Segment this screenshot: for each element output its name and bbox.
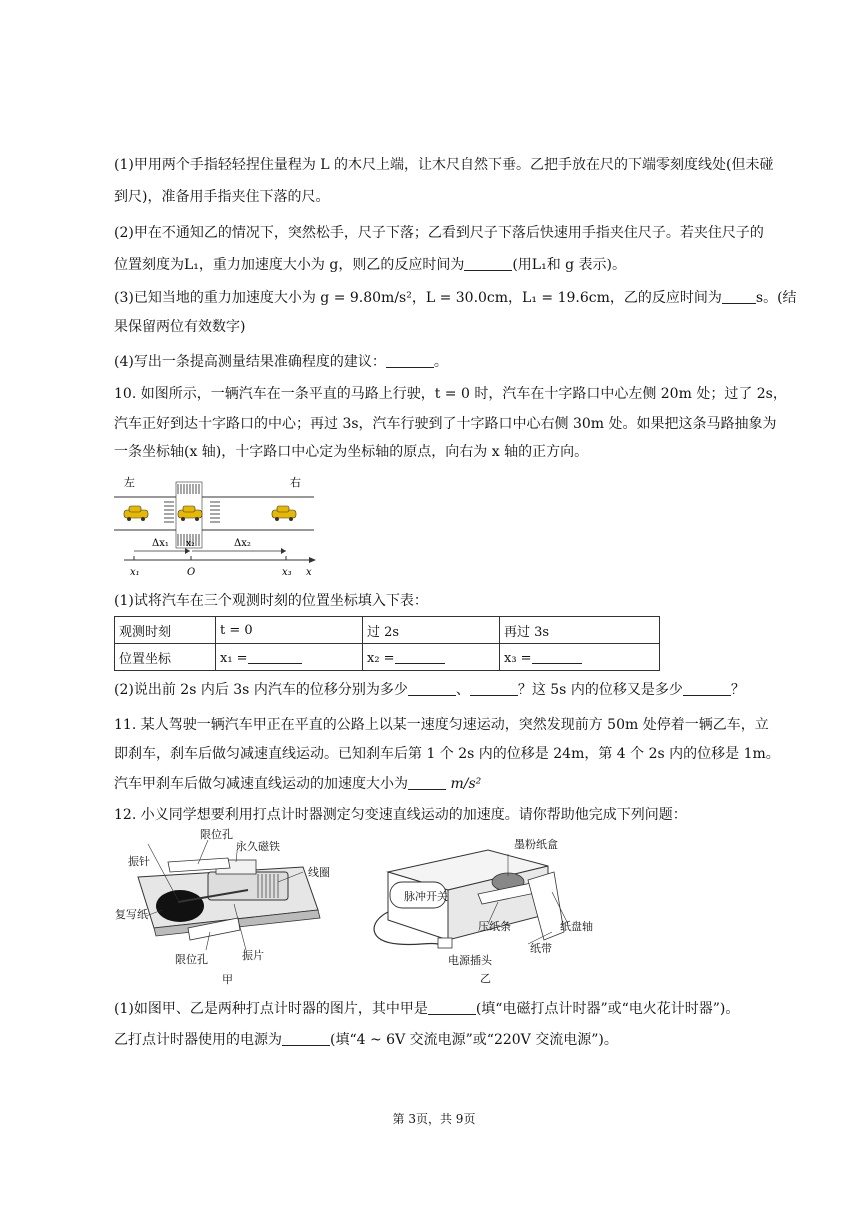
- table-row: [115, 617, 660, 644]
- carbon-paper-disk: [156, 890, 204, 922]
- answer-blank[interactable]: [395, 649, 445, 664]
- q9-part2-text-pre: 位置刻度为L₁，重力加速度大小为 g，则乙的反应时间为: [114, 257, 465, 273]
- x1-label: x₁: [130, 567, 140, 578]
- label-vibrator: 振片: [242, 949, 264, 962]
- q11-line1: 11. 某人驾驶一辆汽车甲正在平直的公路上以某一速度匀速运动，突然发现前方 50m 处停着一辆乙车，立: [114, 717, 769, 733]
- table-cell[interactable]: [216, 644, 363, 671]
- q10-part2-sep: 、: [455, 682, 470, 698]
- q10-line3: 一条坐标轴(x 轴)，十字路口中心定为坐标轴的原点，向右为 x 轴的正方向。: [114, 444, 589, 460]
- q12-part1-line2: [114, 1030, 754, 1050]
- page-footer: 第 3页，共 9页: [392, 1112, 476, 1126]
- q10-line2: 汽车正好到达十字路口的中心；再过 3s，汽车行驶到了十字路口中心右侧 30m 处。如果把这条马路抽象为: [114, 416, 777, 432]
- q9-part1-line2: 到尺)，准备用手指夹住下落的尺。: [114, 189, 330, 205]
- answer-blank[interactable]: [408, 775, 446, 790]
- q11-line3: [114, 774, 754, 794]
- q9-part3-line2: 果保留两位有效数字): [114, 319, 246, 335]
- label-hole-top: 限位孔: [200, 828, 233, 841]
- power-plug: [438, 938, 452, 948]
- x-axis-arrowhead: [309, 557, 316, 563]
- q12-line2-text-pre: 乙打点计时器使用的电源为: [114, 1032, 282, 1048]
- q11-unit: m/s²: [450, 776, 482, 792]
- q9-part2-text-post: (用L₁和 g 表示)。: [512, 257, 627, 273]
- q9-part2-line2: [114, 255, 754, 275]
- answer-blank[interactable]: [683, 681, 731, 696]
- answer-blank[interactable]: [408, 681, 456, 696]
- x2-cell-label: x₂ =: [367, 650, 395, 666]
- dx1-label: Δx₁: [152, 538, 169, 549]
- label-carbon-paper: 复写纸: [115, 908, 148, 921]
- q10-line1: 10. 如图所示，一辆汽车在一条平直的马路上行驶，t = 0 时，汽车在十字路口中心左侧 20m 处；过了 2s，: [114, 386, 787, 402]
- x1-cell-label: x₁ =: [220, 650, 248, 666]
- answer-blank[interactable]: [470, 681, 518, 696]
- table-cell: 观测时刻: [115, 617, 216, 644]
- label-tape: 纸带: [530, 942, 552, 955]
- dx2-label: Δx₂: [234, 538, 251, 549]
- answer-blank[interactable]: [386, 353, 434, 368]
- observation-table: [114, 616, 660, 671]
- q9-part4-text-post: 。: [433, 354, 448, 370]
- answer-blank[interactable]: [428, 1000, 476, 1015]
- q10-part2: [114, 680, 754, 700]
- q9-part3-text-post: s。(结: [755, 290, 797, 306]
- q9-part2-line1: (2)甲在不通知乙的情况下，突然松手，尺子下落；乙看到尺子下落后快速用手指夹住尺子。若夹住尺子的: [114, 225, 764, 241]
- table-cell[interactable]: [500, 644, 660, 671]
- label-ink-box: 墨粉纸盒: [514, 838, 558, 851]
- q12-text-pre: (1)如图甲、乙是两种打点计时器的图片，其中甲是: [114, 1001, 428, 1017]
- q9-part1-line1: (1)甲用两个手指轻轻捏住量程为 L 的木尺上端，让木尺自然下垂。乙把手放在尺的下端零刻度线处(但未碰: [114, 157, 774, 173]
- q9-part3-line1: [114, 288, 797, 308]
- q9-part4: [114, 352, 754, 372]
- label-magnet: 永久磁铁: [236, 840, 280, 853]
- caption-jia: 甲: [222, 973, 233, 986]
- table-row: [115, 644, 660, 671]
- answer-blank[interactable]: [464, 256, 512, 271]
- x-axis-label: x: [306, 567, 312, 578]
- answer-blank[interactable]: [532, 649, 582, 664]
- q11-text-pre: 汽车甲刹车后做匀减速直线运动的加速度大小为: [114, 776, 408, 792]
- electromagnetic-timer-figure: [118, 832, 338, 962]
- q11-line2: 即刹车，刹车后做匀减速直线运动。已知刹车后第 1 个 2s 内的位移是 24m，第 4 个 2s 内的位移是 1m。: [114, 746, 780, 762]
- q10-part2-text-post: ？: [730, 682, 745, 698]
- q10-part2-text-pre: (2)说出前 2s 内后 3s 内汽车的位移分别为多少: [114, 682, 408, 698]
- origin-label: O: [187, 567, 196, 578]
- answer-blank[interactable]: [248, 649, 302, 664]
- q10-part1: (1)试将汽车在三个观测时刻的位置坐标填入下表：: [114, 593, 428, 609]
- label-needle: 振针: [128, 855, 150, 868]
- x3-label: x₃: [282, 567, 292, 578]
- label-hole-bottom: 限位孔: [175, 953, 208, 966]
- answer-blank[interactable]: [722, 289, 756, 304]
- q12-stem: 12. 小义同学想要利用打点计时器测定匀变速直线运动的加速度。请你帮助他完成下列问题：: [114, 807, 687, 823]
- car-icon: [272, 506, 296, 521]
- table-cell: t = 0: [216, 617, 363, 644]
- q12-part1-line1: [114, 999, 754, 1019]
- car-icon: [124, 506, 148, 521]
- answer-blank[interactable]: [282, 1031, 330, 1046]
- label-reel: 纸盘轴: [560, 920, 593, 933]
- q12-text-post: (填“电磁打点计时器”或“电火花计时器”)。: [475, 1001, 740, 1017]
- dx2-arrowhead: [281, 548, 286, 554]
- q9-part3-text-pre: (3)已知当地的重力加速度大小为 g = 9.80m/s²，L = 30.0cm，L₁ = 19.6cm，乙的反应时间为: [114, 290, 722, 306]
- road-axis-figure: [114, 472, 324, 584]
- road-right-label: 右: [290, 476, 301, 489]
- x3-cell-label: x₃ =: [504, 650, 532, 666]
- label-pulse-switch: 脉冲开关: [404, 890, 448, 903]
- label-coil: 线圈: [308, 866, 330, 879]
- q12-line2-text-post: (填“4 ~ 6V 交流电源”或“220V 交流电源”)。: [330, 1032, 618, 1048]
- q10-part2-text-mid: ？这 5s 内的位移又是多少: [517, 682, 683, 698]
- x2-top-label: x₂: [186, 539, 195, 549]
- label-press-strip: 压纸条: [478, 920, 511, 933]
- road-left-label: 左: [124, 476, 135, 489]
- table-cell: 位置坐标: [115, 644, 216, 671]
- caption-yi: 乙: [480, 972, 491, 985]
- label-plug: 电源插头: [448, 954, 492, 967]
- q9-part4-text-pre: (4)写出一条提高测量结果准确程度的建议：: [114, 354, 386, 370]
- table-cell: 再过 3s: [500, 617, 660, 644]
- table-cell[interactable]: [363, 644, 500, 671]
- table-cell: 过 2s: [363, 617, 500, 644]
